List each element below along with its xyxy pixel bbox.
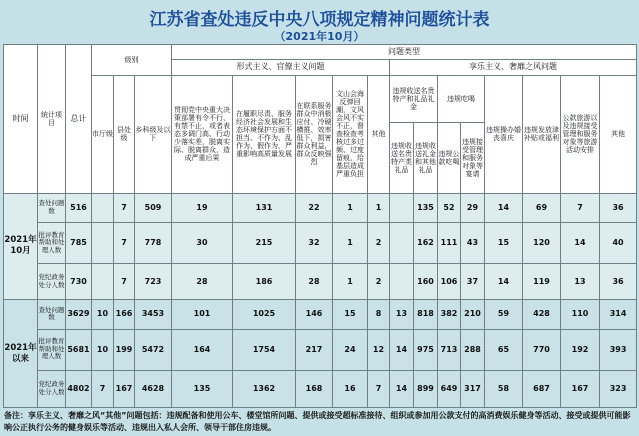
cell: 16: [333, 370, 368, 408]
header-formalism-other: 其他: [368, 75, 390, 193]
cell: 2: [368, 223, 390, 264]
header-formalism-4: 文山会海反弹回潮，文风会风不实不正，督查检查考核过多过频、过度留痕，给基层造成严重负担: [333, 75, 368, 193]
table-row: [4, 370, 637, 408]
row-item: 党纪政务处分人数: [38, 263, 66, 299]
cell: [92, 263, 114, 299]
cell: 106: [438, 263, 461, 299]
header-hedonism-dining: 违规吃喝: [438, 75, 485, 123]
cell: 1: [333, 223, 368, 264]
cell: 14: [390, 329, 414, 370]
group-label: 2021年以来: [4, 300, 38, 408]
cell: [390, 223, 414, 264]
cell: 167: [561, 370, 600, 408]
header-item: 统计项目: [38, 45, 66, 194]
header-dining-public: 违规公款吃喝: [438, 123, 461, 193]
cell: 59: [485, 300, 523, 329]
cell: 65: [485, 329, 523, 370]
cell: 14: [561, 223, 600, 264]
cell: 770: [523, 329, 561, 370]
cell: 723: [135, 263, 172, 299]
cell: 164: [172, 329, 233, 370]
cell: 899: [414, 370, 438, 408]
header-hedonism-travel: 公款旅游以及违规接受管理和服务对象等旅游活动安排: [561, 75, 600, 193]
cell: 713: [438, 329, 461, 370]
cell: 131: [233, 193, 296, 222]
cell: 12: [368, 329, 390, 370]
cell: 28: [172, 263, 233, 299]
cell: 215: [233, 223, 296, 264]
cell: 5681: [66, 329, 92, 370]
cell: 1: [333, 193, 368, 222]
cell: [390, 193, 414, 222]
cell: 7: [114, 223, 135, 264]
header-township: 乡科级及以下: [135, 75, 172, 193]
cell: 37: [461, 263, 485, 299]
cell: 393: [600, 329, 637, 370]
page-title: 江苏省查处违反中央八项规定精神问题统计表: [149, 10, 490, 30]
header-gifts-specialty: 违规收送名贵特产类礼品: [390, 123, 414, 193]
cell: 314: [600, 300, 637, 329]
header-dining-banquet: 违规接受管理和服务对象等宴请: [461, 123, 485, 193]
cell: 69: [523, 193, 561, 222]
cell: 975: [414, 329, 438, 370]
cell: 5472: [135, 329, 172, 370]
cell: 22: [296, 193, 333, 222]
header-formalism-3: 在联系服务群众中消极应付、冷硬横推、效率低下，损害群众利益，群众反映强烈: [296, 75, 333, 193]
header-time: 时间: [4, 45, 38, 194]
table-row: [4, 263, 637, 299]
cell: 1: [368, 193, 390, 222]
cell: 58: [485, 370, 523, 408]
cell: 135: [414, 193, 438, 222]
header-problem-type: 问题类型: [172, 45, 637, 60]
cell: 210: [461, 300, 485, 329]
cell: 120: [523, 223, 561, 264]
cell: 43: [461, 223, 485, 264]
header-hedonism-subsidies: 违规发放津补贴或福利: [523, 75, 561, 193]
cell: 1362: [233, 370, 296, 408]
row-item: 批评教育帮助和处理人数: [38, 223, 66, 264]
table-row: [4, 193, 637, 222]
cell: 160: [414, 263, 438, 299]
header-county: 县处级: [114, 75, 135, 193]
statistics-table: [3, 44, 637, 408]
row-item: 党纪政务处分人数: [38, 370, 66, 408]
cell: 428: [523, 300, 561, 329]
cell: 167: [114, 370, 135, 408]
cell: 1025: [233, 300, 296, 329]
cell: 687: [523, 370, 561, 408]
cell: 7: [561, 193, 600, 222]
cell: 13: [390, 300, 414, 329]
cell: 36: [600, 193, 637, 222]
header-hedonism-gifts: 违规收送名贵特产和礼品礼金: [390, 75, 438, 123]
cell: 52: [438, 193, 461, 222]
cell: 24: [333, 329, 368, 370]
cell: 110: [561, 300, 600, 329]
cell: 19: [172, 193, 233, 222]
cell: 199: [114, 329, 135, 370]
header-formalism: 形式主义、官僚主义问题: [172, 59, 390, 75]
table-row: [4, 223, 637, 264]
header-formalism-1: 贯彻党中央重大决策部署有令不行、有禁不止，或者表态多调门高、行动少落实差，脱离实际、脱离群众，造成严重后果: [172, 75, 233, 193]
cell: 785: [66, 223, 92, 264]
cell: 10: [92, 300, 114, 329]
cell: 8: [368, 300, 390, 329]
cell: 166: [114, 300, 135, 329]
cell: [92, 193, 114, 222]
row-item: 查处问题数: [38, 193, 66, 222]
cell: 323: [600, 370, 637, 408]
cell: [390, 263, 414, 299]
table-note: 备注：享乐主义、奢靡之风“其他”问题包括：违规配备和使用公车、楼堂馆所问题、提供或接受超标准接待、组织或参加用公款支付的高消费娱乐健身等活动、接受或提供可能影响公正执行公务的健身娱乐等活动、违规出入私人会所、领导干部住房违规。: [4, 411, 631, 432]
cell: 15: [485, 223, 523, 264]
cell: 382: [438, 300, 461, 329]
header-hedonism: 享乐主义、奢靡之风问题: [390, 59, 637, 75]
table-row: [4, 329, 637, 370]
table-row: [4, 300, 637, 329]
cell: 288: [461, 329, 485, 370]
cell: 1754: [233, 329, 296, 370]
header-hedonism-other: 其他: [600, 75, 637, 193]
cell: 192: [561, 329, 600, 370]
cell: 15: [333, 300, 368, 329]
header-total: 总计: [66, 45, 92, 194]
cell: 111: [438, 223, 461, 264]
cell: 119: [523, 263, 561, 299]
row-item: 批评教育帮助和处理人数: [38, 329, 66, 370]
cell: 7: [368, 370, 390, 408]
cell: 509: [135, 193, 172, 222]
header-hedonism-weddings: 违规操办婚丧喜庆: [485, 75, 523, 193]
cell: 146: [296, 300, 333, 329]
cell: 3453: [135, 300, 172, 329]
cell: 14: [485, 193, 523, 222]
cell: 32: [296, 223, 333, 264]
row-item: 查处问题数: [38, 300, 66, 329]
cell: 217: [296, 329, 333, 370]
header-level: 级别: [92, 45, 172, 76]
cell: 28: [296, 263, 333, 299]
cell: 1: [333, 263, 368, 299]
group-label: 2021年10月: [4, 193, 38, 300]
cell: 7: [114, 193, 135, 222]
cell: 778: [135, 223, 172, 264]
cell: 36: [600, 263, 637, 299]
cell: 10: [92, 329, 114, 370]
page-subtitle: （2021年10月）: [274, 30, 365, 43]
header-formalism-2: 在履职尽责、服务经济社会发展和生态环境保护方面不担当、不作为、乱作为、假作为，严重影响高质量发展: [233, 75, 296, 193]
cell: 4628: [135, 370, 172, 408]
cell: 186: [233, 263, 296, 299]
cell: 2: [368, 263, 390, 299]
header-gifts-cash: 违规收送礼金和其他礼品: [414, 123, 438, 193]
cell: 7: [114, 263, 135, 299]
cell: 101: [172, 300, 233, 329]
header-city: 市厅级: [92, 75, 114, 193]
cell: 4802: [66, 370, 92, 408]
cell: 14: [485, 263, 523, 299]
cell: 29: [461, 193, 485, 222]
cell: 649: [438, 370, 461, 408]
cell: 14: [390, 370, 414, 408]
cell: 40: [600, 223, 637, 264]
cell: 168: [296, 370, 333, 408]
cell: 730: [66, 263, 92, 299]
cell: 162: [414, 223, 438, 264]
cell: [92, 223, 114, 264]
cell: 135: [172, 370, 233, 408]
cell: 3629: [66, 300, 92, 329]
cell: 516: [66, 193, 92, 222]
cell: 13: [561, 263, 600, 299]
cell: 30: [172, 223, 233, 264]
cell: 317: [461, 370, 485, 408]
cell: 818: [414, 300, 438, 329]
cell: 7: [92, 370, 114, 408]
